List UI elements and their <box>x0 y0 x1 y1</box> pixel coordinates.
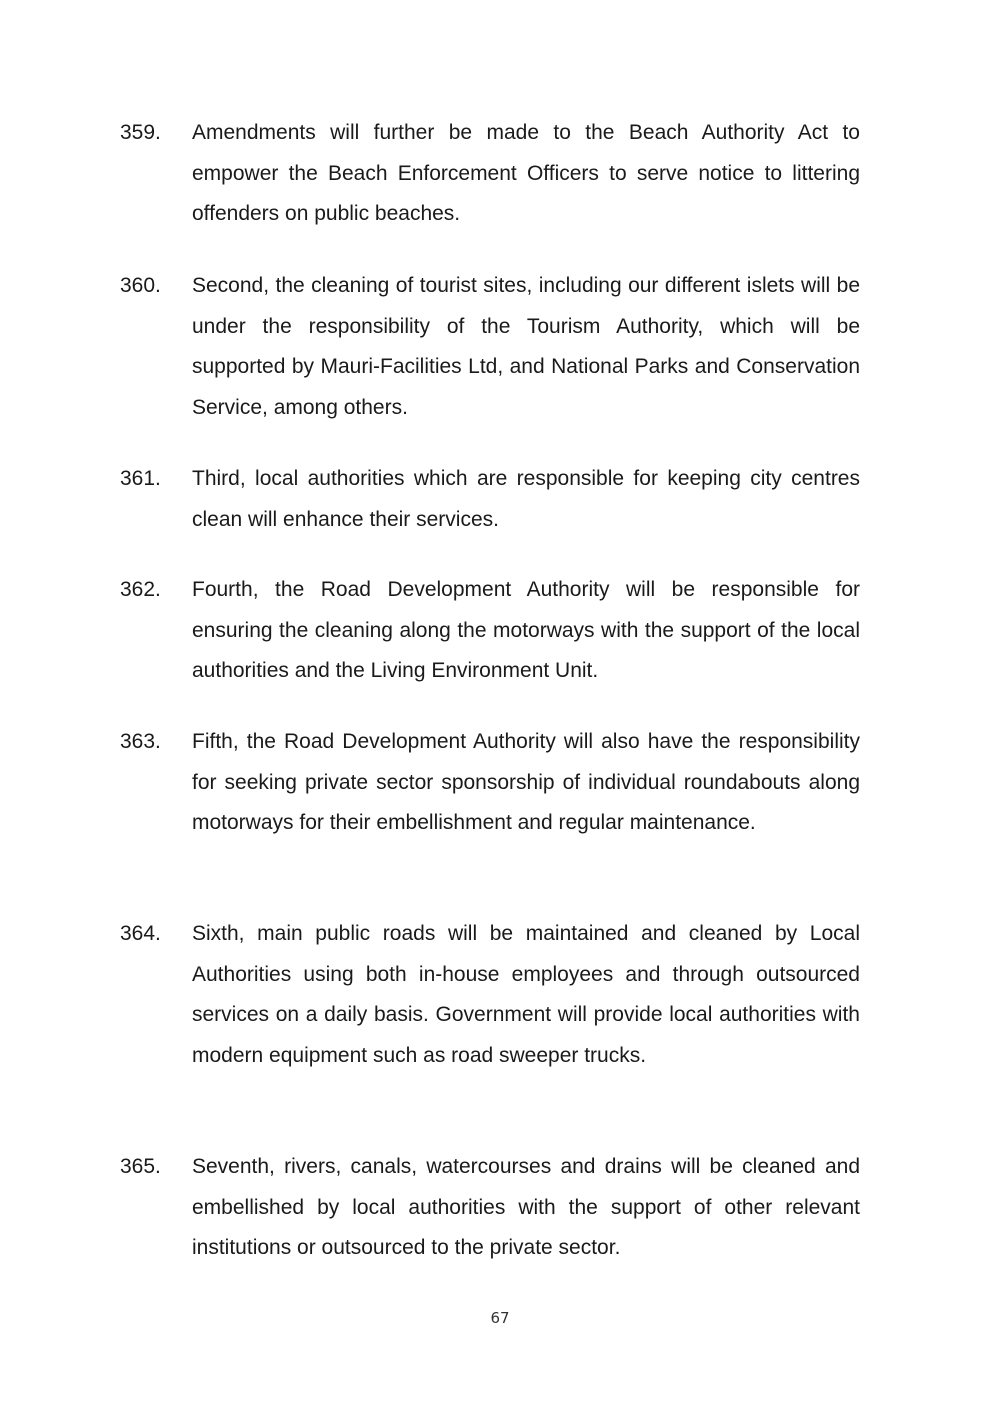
paragraph-359 <box>120 113 860 235</box>
paragraph-360 <box>120 266 860 428</box>
paragraph-number: 359. <box>120 121 161 144</box>
paragraph-363 <box>120 722 860 844</box>
paragraph-text: Fourth, the Road Development Authority will be responsible for ensuring the cleaning along the motorways with the support of the local authorities and the Living Environment Unit. <box>192 578 860 683</box>
paragraph-number: 365. <box>120 1155 161 1178</box>
paragraph-text: Fifth, the Road Development Authority will also have the responsibility for seeking private sector sponsorship of individual roundabouts along motorways for their embellishment and regular maintenance. <box>192 730 860 835</box>
paragraph-number: 360. <box>120 274 161 297</box>
paragraph-361 <box>120 459 860 540</box>
paragraph-text: Second, the cleaning of tourist sites, including our different islets will be under the responsibility of the Tourism Authority, which will be supported by Mauri-Facilities Ltd, and National Parks and Conservation Service, among others. <box>192 274 860 419</box>
paragraph-362 <box>120 570 860 692</box>
paragraph-365 <box>120 1147 860 1269</box>
paragraph-number: 362. <box>120 578 161 601</box>
paragraph-text: Sixth, main public roads will be maintained and cleaned by Local Authorities using both in-house employees and through outsourced services on a daily basis. Government will provide local authorities with modern equipment such as road sweeper trucks. <box>192 922 860 1067</box>
paragraph-text: Third, local authorities which are responsible for keeping city centres clean will enhance their services. <box>192 467 860 531</box>
paragraph-number: 364. <box>120 922 161 945</box>
paragraph-number: 363. <box>120 730 161 753</box>
paragraph-text: Amendments will further be made to the Beach Authority Act to empower the Beach Enforcement Officers to serve notice to littering offenders on public beaches. <box>192 121 860 226</box>
paragraph-364 <box>120 914 860 1076</box>
page-number: 67 <box>490 1309 510 1327</box>
paragraph-text: Seventh, rivers, canals, watercourses and drains will be cleaned and embellished by local authorities with the support of other relevant institutions or outsourced to the private sector. <box>192 1155 860 1260</box>
paragraph-number: 361. <box>120 467 161 490</box>
